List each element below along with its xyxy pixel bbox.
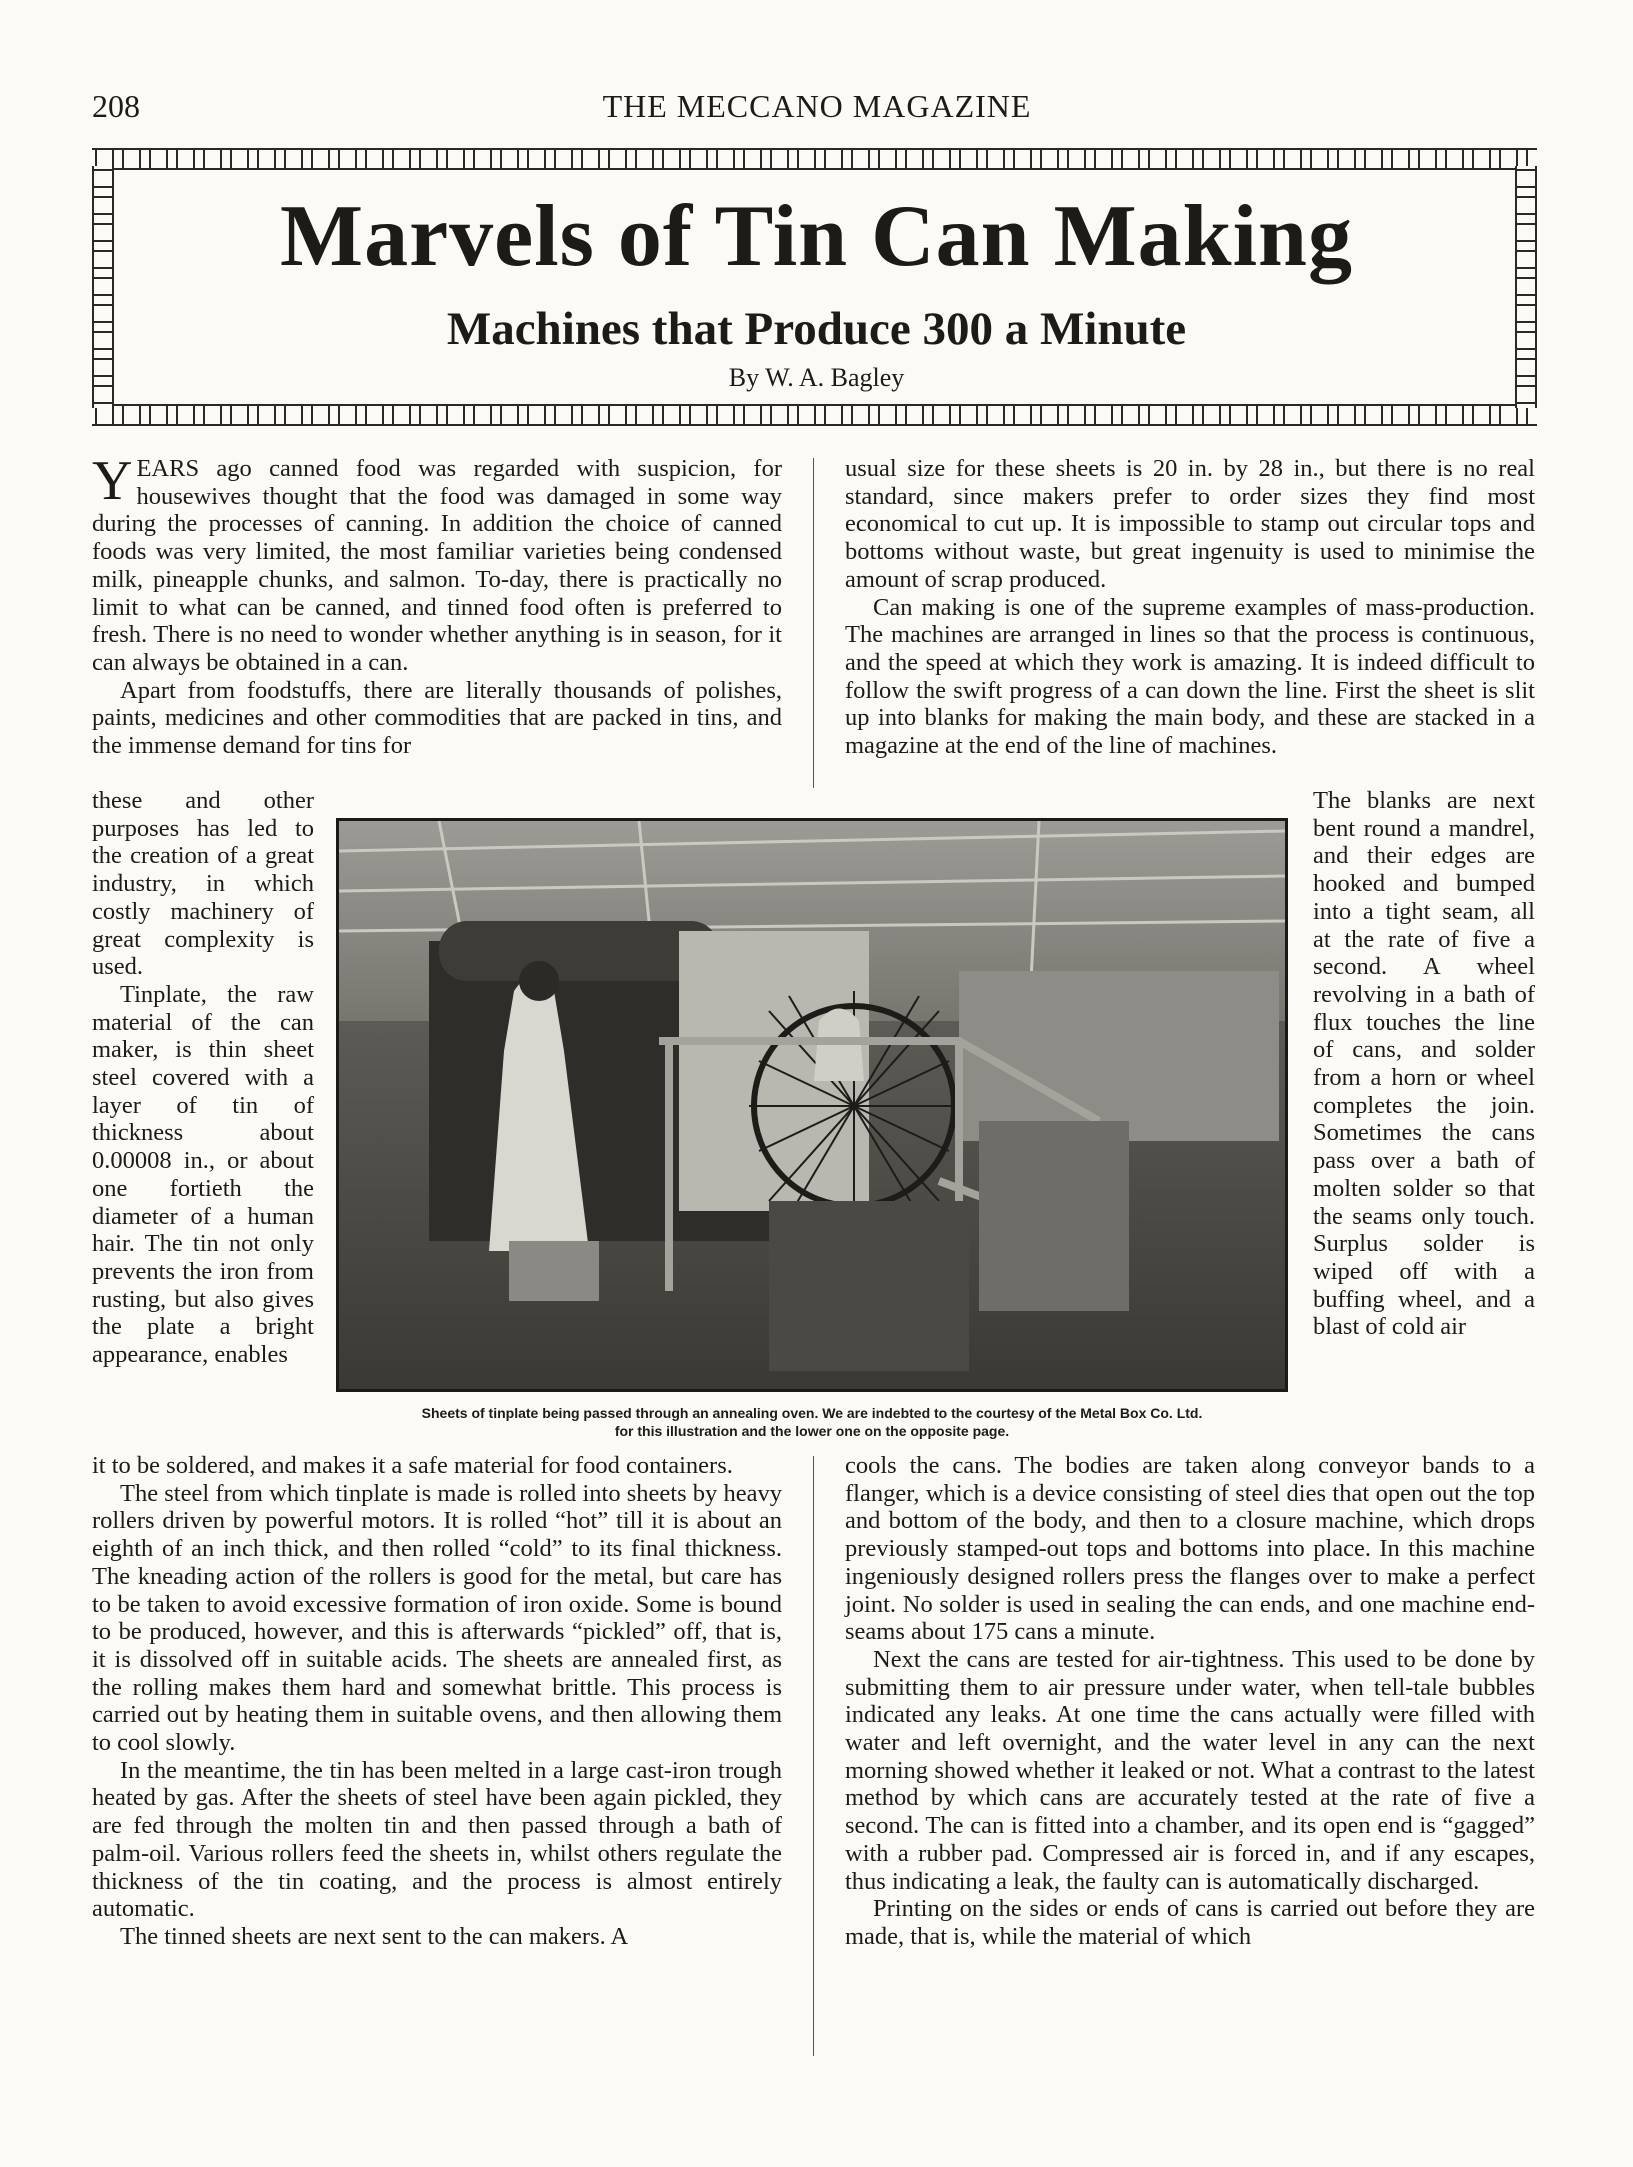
drop-cap: Y [92, 450, 133, 512]
paragraph: The tinned sheets are next sent to the can makers. A [120, 1922, 629, 1950]
paragraph: Apart from foodstuffs, there are literally thousands of polishes, paints, medicines and other commodities that are packed in tins, and the immense demand for tins for [92, 676, 782, 760]
paragraph: In the meantime, the tin has been melted in a large cast-iron trough heated by gas. After the sheets of steel have been again pickled, they are fed through the molten tin and then passed through a bath of palm-oil. Various rollers feed the sheets in, whilst others regulate the thickness of the tin coating, and the process is almost entirely automatic. [92, 1756, 782, 1923]
page-number: 208 [92, 88, 140, 124]
border-bottom [92, 404, 1537, 426]
paragraph: The blanks are next bent round a mandrel, and their edges are hooked and bumped into a tight seam, all at the rate of five a second. A wheel revolving in a bath of flux touches the line of cans, and solder from a horn or wheel completes the join. Sometimes the cans pass over a bath of molten solder so that the seams only touch. Surplus solder is wiped off with a buffing wheel, and a blast of cold air [1313, 787, 1535, 1341]
paragraph: these and other purposes has led to the creation of a great industry, in which costly machinery of great complexity is used. [92, 787, 314, 981]
caption-line: Sheets of tinplate being passed through an annealing oven. We are indebted to the courtesy of the Metal Box Co. Ltd. [421, 1405, 1203, 1421]
page-header [92, 88, 1542, 132]
paragraph: Can making is one of the supreme examples of mass-production. The machines are arranged in lines so that the process is continuous, and the speed at which they work is amazing. It is indeed difficult to follow the swift progress of a can down the line. First the sheet is slit up into blanks for making the main body, and these are stacked in a magazine at the end of the line of machines. [845, 593, 1535, 760]
paragraph: Printing on the sides or ends of cans is carried out before they are made, that is, while the material of which [845, 1895, 1535, 1950]
left-column-narrow [92, 787, 314, 1369]
paragraph: The steel from which tinplate is made is rolled into sheets by heavy rollers driven by powerful motors. It is rolled “hot” till it is about an eighth of an inch thick, and then rolled “cold” to its final thickness. The kneading action of the rollers is good for the metal, but care has to be taken to avoid excessive formation of iron oxide. Some is bound to be produced, however, and this is afterwards “pickled” off, that is, it is dissolved off in suitable acids. The sheets are annealed first, as the rolling makes them hard and somewhat brittle. This process is carried out by heating them in suitable ovens, and then allowing them to cool slowly. [92, 1479, 782, 1757]
right-column-bottom [845, 1452, 1535, 1951]
paragraph: cools the cans. The bodies are taken along conveyor bands to a flanger, which is a device consisting of steel dies that open out the top and bottom of the body, and then to a closure machine, which drops previously stamped-out tops and bottoms into place. In this machine ingeniously designed rollers press the flanges over to make a perfect joint. No solder is used in sealing the can ends, and one machine end-seams about 175 cans a minute. [845, 1452, 1535, 1646]
left-column-bottom [92, 1452, 782, 1951]
right-column-top [845, 455, 1535, 760]
column-rule-top [813, 458, 814, 788]
paragraph: Tinplate, the raw material of the can maker, is thin sheet steel covered with a layer of tin of thickness about 0.00008 in., or about one fortieth the diameter of a human hair. The tin not only prevents the iron from rusting, but also gives the plate a bright appearance, enables [92, 980, 314, 1369]
caption-line: for this illustration and the lower one on the opposite page. [614, 1423, 1010, 1439]
running-title: THE MECCANO MAGAZINE [602, 88, 1032, 124]
article-subtitle: Machines that Produce 300 a Minute [446, 303, 1187, 355]
right-column-narrow [1313, 787, 1535, 1341]
article-title: Marvels of Tin Can Making [280, 188, 1353, 285]
annealing-oven-illustration [339, 821, 1285, 1389]
paragraph: usual size for these sheets is 20 in. by 28 in., but there is no real standard, since makers prefer to order sizes they find most economical to cut up. It is impossible to stamp out circular tops and bottoms without waste, but great ingenuity is used to minimise the amount of scrap produced. [845, 455, 1535, 593]
paragraph: YEARS ago canned food was regarded with suspicion, for housewives thought that the food was damaged in some way during the processes of canning. In addition the choice of canned foods was very limited, the most familiar varieties being condensed milk, pineapple chunks, and salmon. To-day, there is practically no limit to what can be canned, and tinned food often is preferred to fresh. There is no need to wonder whether anything is in season, for it can always be obtained in a can. [92, 450, 782, 676]
photo-caption [336, 1404, 1288, 1440]
paragraph: it to be soldered, and makes it a safe material for food containers. [92, 1452, 733, 1479]
factory-photograph [336, 818, 1288, 1392]
border-top [92, 148, 1537, 170]
column-rule-bottom [813, 1456, 814, 2056]
paragraph: Next the cans are tested for air-tightness. This used to be done by submitting them to air pressure under water, when tell-tale bubbles indicated any leaks. At one time the cans actually were filled with water and left overnight, and the water level in any can the next morning showed whether it leaked or not. What a contrast to the latest method by which cans are accurately tested at the rate of five a second. The can is fitted into a chamber, and its open end is “gagged” with a rubber pad. Compressed air is forced in, and if any escapes, thus indicating a leak, the faulty can is automatically discharged. [845, 1645, 1535, 1895]
left-column-top [92, 450, 782, 760]
article-byline: By W. A. Bagley [728, 363, 905, 392]
